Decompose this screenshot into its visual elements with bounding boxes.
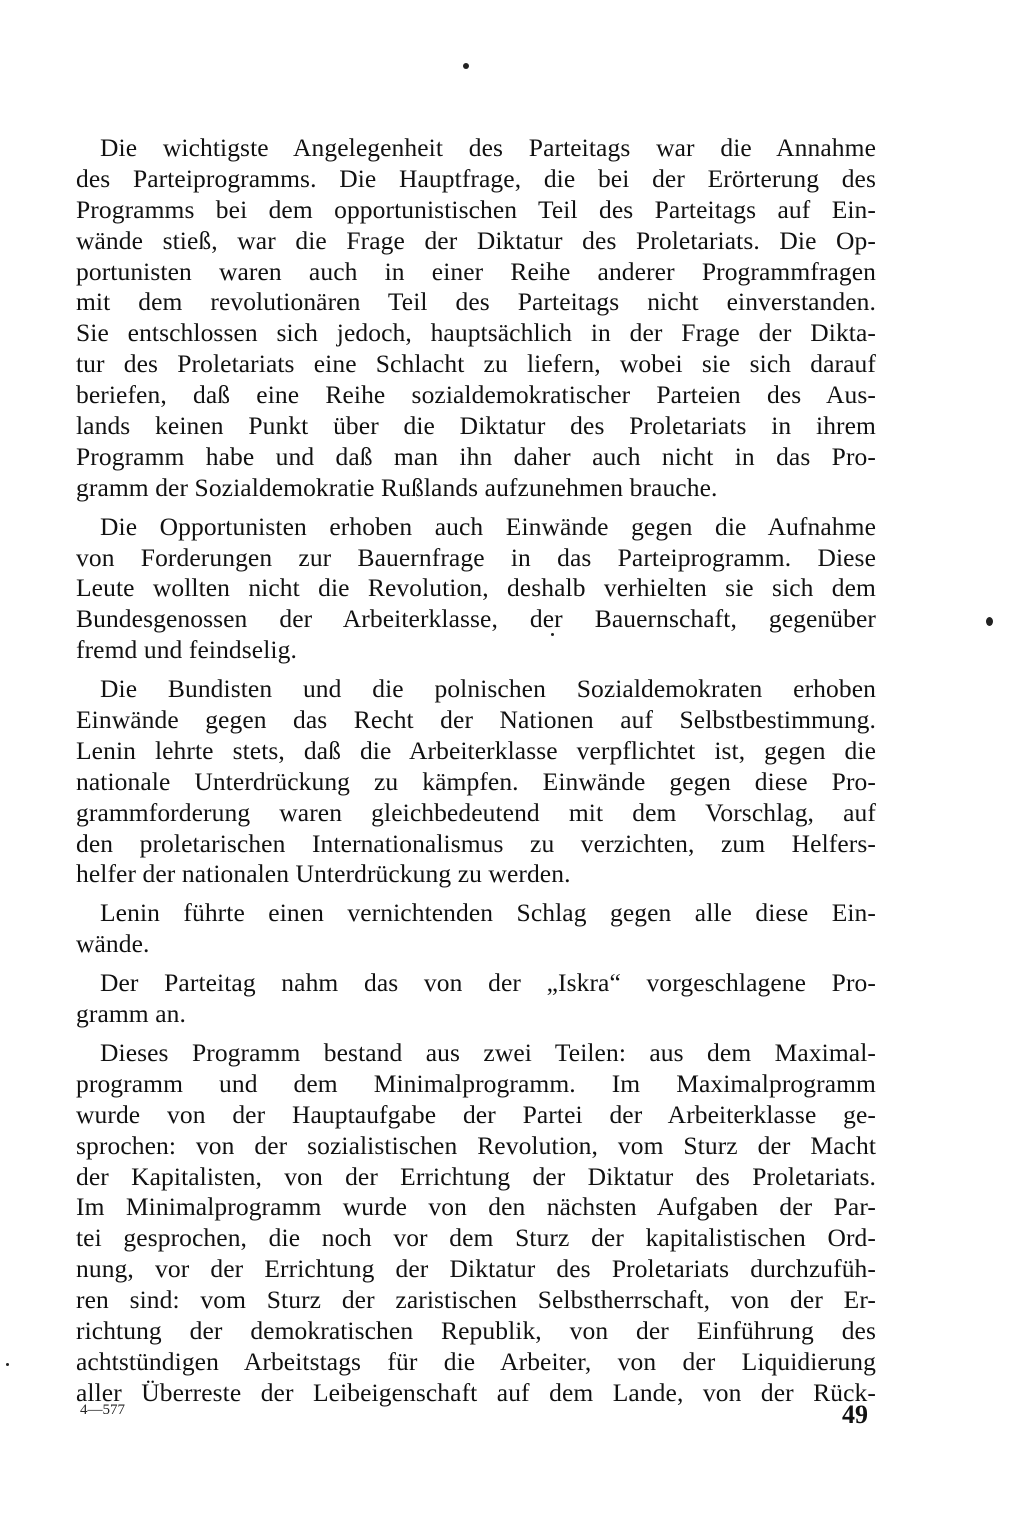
paragraph [76,133,876,504]
paragraph [76,898,876,960]
text-line: ren sind: vom Sturz der zaristischen Selbstherrschaft, von der Er- [76,1285,876,1315]
text-line: nationale Unterdrückung zu kämpfen. Einwände gegen diese Pro- [76,766,876,796]
paragraph [76,674,876,890]
text-line: Programm habe und daß man ihn daher auch nicht in das Pro- [76,441,876,471]
text-line: Die Opportunisten erhoben auch Einwände gegen die Aufnahme [100,511,876,541]
text-line: Der Parteitag nahm das von der „Iskra“ vorgeschlagene Pro- [100,968,876,998]
text-line: Bundesgenossen der Arbeiterklasse, der Bauernschaft, gegenüber [76,604,876,634]
text-line: den proletarischen Internationalismus zu verzichten, zum Helfers- [76,828,876,858]
text-line: von Forderungen zur Bauernfrage in das Parteiprogramm. Diese [76,542,876,572]
text-line: Im Minimalprogramm wurde von den nächsten Aufgaben der Par- [76,1192,876,1222]
text-line: Sie entschlossen sich jedoch, hauptsächlich in der Frage der Dikta- [76,318,876,348]
text-line: wurde von der Hauptaufgabe der Partei der Arbeiterklasse ge- [76,1099,876,1129]
print-speck [986,617,993,626]
body-text [76,133,876,1409]
text-line: sprochen: von der sozialistischen Revolution, vom Sturz der Macht [76,1130,876,1160]
text-line: Leute wollten nicht die Revolution, deshalb verhielten sie sich dem [76,573,876,603]
text-line: des Parteiprogramms. Die Hauptfrage, die bei der Erörterung des [76,163,876,193]
text-line: Einwände gegen das Recht der Nationen auf Selbstbestimmung. [76,705,876,735]
text-line: programm und dem Minimalprogramm. Im Maximalprogramm [76,1068,876,1098]
text-line: Dieses Programm bestand aus zwei Teilen: aus dem Maximal- [100,1037,876,1067]
text-line: der Kapitalisten, von der Errichtung der Diktatur des Proletariats. [76,1161,876,1191]
text-line: mit dem revolutionären Teil des Parteitags nicht einverstanden. [76,287,876,317]
print-speck [463,63,469,69]
text-line: portunisten waren auch in einer Reihe anderer Programmfragen [76,256,876,286]
text-line: beriefen, daß eine Reihe sozialdemokratischer Parteien des Aus- [76,380,876,410]
text-line: wände. [76,929,150,959]
text-line: Die Bundisten und die polnischen Sozialdemokraten erhoben [100,674,876,704]
paragraph [76,512,876,666]
text-line: gramm der Sozialdemokratie Rußlands aufzunehmen brauche. [76,472,718,502]
paragraph [76,1038,876,1409]
text-line: wände stieß, war die Frage der Diktatur des Proletariats. Die Op- [76,225,876,255]
text-line: fremd und feindselig. [76,635,297,665]
text-line: aller Überreste der Leibeigenschaft auf dem Lande, von der Rück- [76,1377,876,1407]
text-line: Lenin lehrte stets, daß die Arbeiterklasse verpflichtet ist, gegen die [76,735,876,765]
text-line: richtung der demokratischen Republik, von der Einführung des [76,1315,876,1345]
text-line: achtstündigen Arbeitstags für die Arbeiter, von der Liquidierung [76,1346,876,1376]
text-line: tei gesprochen, die noch vor dem Sturz der kapitalistischen Ord- [76,1223,876,1253]
print-speck [6,1363,9,1366]
text-line: helfer der nationalen Unterdrückung zu werden. [76,859,571,889]
text-line: Programms bei dem opportunistischen Teil des Parteitags auf Ein- [76,194,876,224]
paragraph [76,968,876,1030]
text-line: gramm an. [76,999,186,1029]
text-line: grammforderung waren gleichbedeutend mit dem Vorschlag, auf [76,797,876,827]
text-line: tur des Proletariats eine Schlacht zu liefern, wobei sie sich darauf [76,349,876,379]
text-line: lands keinen Punkt über die Diktatur des Proletariats in ihrem [76,411,876,441]
text-line: nung, vor der Errichtung der Diktatur des Proletariats durchzufüh- [76,1254,876,1284]
page-number: 49 [842,1400,868,1429]
text-line: Lenin führte einen vernichtenden Schlag gegen alle diese Ein- [100,898,876,928]
text-line: Die wichtigste Angelegenheit des Parteitags war die Annahme [100,133,876,162]
printer-signature: 4—577 [80,1402,125,1418]
